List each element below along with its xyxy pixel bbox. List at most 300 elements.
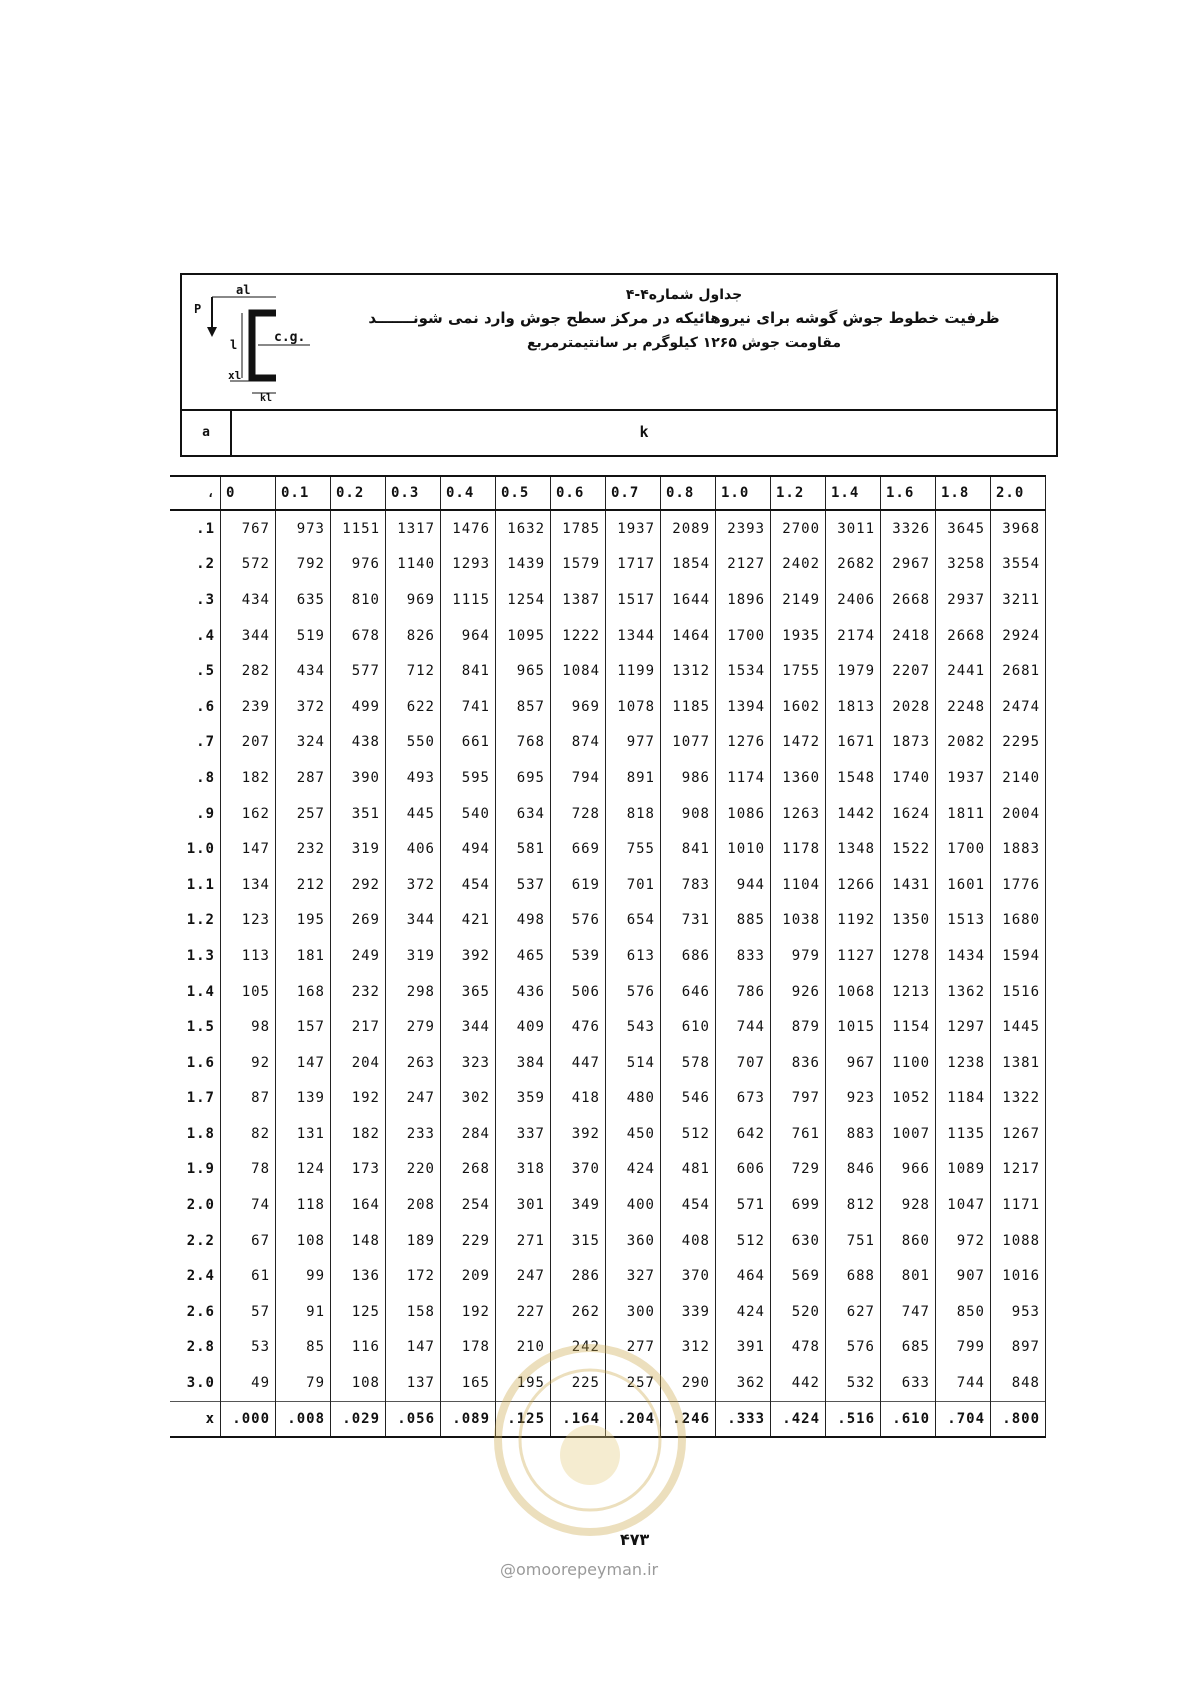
capacity-cell: 546	[661, 1081, 716, 1117]
capacity-cell: 1267	[991, 1116, 1046, 1152]
table-row	[170, 867, 1046, 903]
capacity-cell: 480	[606, 1081, 661, 1117]
table-subtitle: مقاومت جوش ۱۲۶۵ کیلوگرم بر سانتیمترمربع	[526, 335, 842, 351]
capacity-cell: 1937	[606, 510, 661, 547]
capacity-cell: 1522	[881, 831, 936, 867]
capacity-cell: 846	[826, 1152, 881, 1188]
capacity-cell: 1217	[991, 1152, 1046, 1188]
capacity-cell: 2127	[716, 547, 771, 583]
capacity-cell: 812	[826, 1187, 881, 1223]
capacity-cell: 1979	[826, 653, 881, 689]
k-header-cell: 1.2	[771, 476, 826, 510]
capacity-cell: 569	[771, 1258, 826, 1294]
k-header-cell: 1.4	[826, 476, 881, 510]
capacity-cell: 195	[276, 903, 331, 939]
a-value-cell: 2.8	[170, 1330, 221, 1366]
capacity-cell: 178	[441, 1330, 496, 1366]
capacity-cell: 319	[386, 938, 441, 974]
capacity-cell: 972	[936, 1223, 991, 1259]
capacity-cell: 1135	[936, 1116, 991, 1152]
k-header-cell: 1.8	[936, 476, 991, 510]
capacity-cell: 78	[221, 1152, 276, 1188]
capacity-cell: 744	[716, 1009, 771, 1045]
capacity-cell: 818	[606, 796, 661, 832]
capacity-cell: 907	[936, 1258, 991, 1294]
capacity-cell: 857	[496, 689, 551, 725]
capacity-cell: 578	[661, 1045, 716, 1081]
x-row	[170, 1401, 1046, 1437]
capacity-cell: 1434	[936, 938, 991, 974]
capacity-cell: 695	[496, 760, 551, 796]
capacity-cell: 642	[716, 1116, 771, 1152]
capacity-cell: 3326	[881, 510, 936, 547]
x-value-cell: .008	[276, 1401, 331, 1437]
capacity-cell: 134	[221, 867, 276, 903]
capacity-cell: 1813	[826, 689, 881, 725]
capacity-cell: 768	[496, 725, 551, 761]
capacity-cell: 973	[276, 510, 331, 547]
capacity-cell: 108	[276, 1223, 331, 1259]
capacity-cell: 57	[221, 1294, 276, 1330]
capacity-cell: 1624	[881, 796, 936, 832]
table-row	[170, 510, 1046, 547]
capacity-cell: 249	[331, 938, 386, 974]
capacity-cell: 108	[331, 1365, 386, 1401]
capacity-cell: 392	[551, 1116, 606, 1152]
a-value-cell: 1.6	[170, 1045, 221, 1081]
capacity-cell: 434	[221, 582, 276, 618]
a-value-cell: .2	[170, 547, 221, 583]
capacity-cell: 512	[716, 1223, 771, 1259]
capacity-cell: 581	[496, 831, 551, 867]
capacity-cell: 728	[551, 796, 606, 832]
capacity-cell: 1387	[551, 582, 606, 618]
capacity-cell: 227	[496, 1294, 551, 1330]
k-header-cell: 0	[221, 476, 276, 510]
capacity-cell: 372	[386, 867, 441, 903]
capacity-cell: 2681	[991, 653, 1046, 689]
capacity-cell: 204	[331, 1045, 386, 1081]
k-header-cell: 1.6	[881, 476, 936, 510]
capacity-cell: 1278	[881, 938, 936, 974]
capacity-cell: 182	[331, 1116, 386, 1152]
capacity-cell: 979	[771, 938, 826, 974]
table-row	[170, 547, 1046, 583]
capacity-cell: 232	[276, 831, 331, 867]
page-number: ۴۷۳	[620, 1530, 650, 1549]
a-value-cell: .5	[170, 653, 221, 689]
capacity-cell: 3554	[991, 547, 1046, 583]
capacity-cell: 874	[551, 725, 606, 761]
capacity-cell: 606	[716, 1152, 771, 1188]
capacity-cell: 1015	[826, 1009, 881, 1045]
capacity-cell: 969	[386, 582, 441, 618]
capacity-cell: 1439	[496, 547, 551, 583]
capacity-cell: 1312	[661, 653, 716, 689]
capacity-cell: 1127	[826, 938, 881, 974]
k-header-cell: 2.0	[991, 476, 1046, 510]
capacity-cell: 351	[331, 796, 386, 832]
capacity-cell: 409	[496, 1009, 551, 1045]
capacity-cell: 1579	[551, 547, 606, 583]
a-value-cell: 2.0	[170, 1187, 221, 1223]
capacity-cell: 2004	[991, 796, 1046, 832]
table-row	[170, 1187, 1046, 1223]
weld-diagram	[190, 283, 320, 403]
capacity-cell: 1047	[936, 1187, 991, 1223]
capacity-cell: 1254	[496, 582, 551, 618]
capacity-cell: 384	[496, 1045, 551, 1081]
capacity-cell: 220	[386, 1152, 441, 1188]
capacity-cell: 232	[331, 974, 386, 1010]
a-value-cell: 2.2	[170, 1223, 221, 1259]
capacity-cell: 370	[551, 1152, 606, 1188]
a-value-cell: .6	[170, 689, 221, 725]
capacity-cell: 520	[771, 1294, 826, 1330]
capacity-cell: 1442	[826, 796, 881, 832]
capacity-cell: 162	[221, 796, 276, 832]
capacity-cell: 1238	[936, 1045, 991, 1081]
capacity-cell: 1740	[881, 760, 936, 796]
capacity-cell: 3258	[936, 547, 991, 583]
capacity-cell: 1078	[606, 689, 661, 725]
table-row	[170, 974, 1046, 1010]
capacity-cell: 1644	[661, 582, 716, 618]
k-header-cell: 0.2	[331, 476, 386, 510]
capacity-cell: 438	[331, 725, 386, 761]
capacity-cell: 622	[386, 689, 441, 725]
capacity-cell: 390	[331, 760, 386, 796]
a-value-cell: .1	[170, 510, 221, 547]
capacity-cell: 755	[606, 831, 661, 867]
a-value-cell: .9	[170, 796, 221, 832]
a-value-cell: 2.4	[170, 1258, 221, 1294]
label-p: P	[194, 302, 202, 316]
capacity-cell: 92	[221, 1045, 276, 1081]
capacity-cell: 168	[276, 974, 331, 1010]
capacity-cell: 324	[276, 725, 331, 761]
capacity-cell: 595	[441, 760, 496, 796]
capacity-cell: 257	[276, 796, 331, 832]
capacity-cell: 537	[496, 867, 551, 903]
capacity-cell: 879	[771, 1009, 826, 1045]
capacity-cell: 319	[331, 831, 386, 867]
capacity-cell: 359	[496, 1081, 551, 1117]
capacity-cell: 1068	[826, 974, 881, 1010]
table-row	[170, 1223, 1046, 1259]
capacity-cell: 1594	[991, 938, 1046, 974]
table-row	[170, 1081, 1046, 1117]
capacity-cell: 761	[771, 1116, 826, 1152]
a-value-cell: 1.4	[170, 974, 221, 1010]
capacity-cell: 1360	[771, 760, 826, 796]
x-value-cell: .204	[606, 1401, 661, 1437]
capacity-cell: 1394	[716, 689, 771, 725]
capacity-cell: 860	[881, 1223, 936, 1259]
capacity-cell: 1213	[881, 974, 936, 1010]
capacity-cell: 269	[331, 903, 386, 939]
capacity-cell: 192	[441, 1294, 496, 1330]
capacity-cell: 67	[221, 1223, 276, 1259]
k-header-cell: 1.0	[716, 476, 771, 510]
capacity-cell: 300	[606, 1294, 661, 1330]
capacity-cell: 532	[826, 1365, 881, 1401]
capacity-cell: 277	[606, 1330, 661, 1366]
capacity-cell: 1276	[716, 725, 771, 761]
capacity-cell: 118	[276, 1187, 331, 1223]
capacity-cell: 786	[716, 974, 771, 1010]
capacity-cell: 286	[551, 1258, 606, 1294]
capacity-cell: 344	[386, 903, 441, 939]
capacity-cell: 337	[496, 1116, 551, 1152]
capacity-cell: 1632	[496, 510, 551, 547]
capacity-cell: 454	[661, 1187, 716, 1223]
capacity-cell: 1516	[991, 974, 1046, 1010]
capacity-cell: 1266	[826, 867, 881, 903]
capacity-cell: 391	[716, 1330, 771, 1366]
capacity-cell: 2924	[991, 618, 1046, 654]
capacity-cell: 841	[441, 653, 496, 689]
table-row	[170, 1294, 1046, 1330]
capacity-cell: 731	[661, 903, 716, 939]
capacity-cell: 279	[386, 1009, 441, 1045]
a-value-cell: .4	[170, 618, 221, 654]
capacity-cell: 74	[221, 1187, 276, 1223]
capacity-cell: 465	[496, 938, 551, 974]
a-value-cell: 3.0	[170, 1365, 221, 1401]
a-value-cell: 2.6	[170, 1294, 221, 1330]
label-l: l	[230, 338, 238, 352]
capacity-cell: 577	[331, 653, 386, 689]
capacity-cell: 247	[496, 1258, 551, 1294]
capacity-cell: 290	[661, 1365, 716, 1401]
capacity-cell: 418	[551, 1081, 606, 1117]
table-row	[170, 1330, 1046, 1366]
x-value-cell: .000	[221, 1401, 276, 1437]
capacity-cell: 282	[221, 653, 276, 689]
capacity-cell: 1344	[606, 618, 661, 654]
capacity-cell: 799	[936, 1330, 991, 1366]
capacity-cell: 1007	[881, 1116, 936, 1152]
capacity-cell: 327	[606, 1258, 661, 1294]
watermark-text: @omoorepeyman.ir	[500, 1560, 659, 1579]
capacity-cell: 247	[386, 1081, 441, 1117]
capacity-cell: 182	[221, 760, 276, 796]
table-number: جداول شماره۴-۴	[625, 287, 743, 303]
capacity-cell: 3968	[991, 510, 1046, 547]
capacity-cell: 1601	[936, 867, 991, 903]
capacity-cell: 392	[441, 938, 496, 974]
capacity-cell: 271	[496, 1223, 551, 1259]
capacity-cell: 850	[936, 1294, 991, 1330]
capacity-cell: 1095	[496, 618, 551, 654]
x-label-cell: x	[170, 1401, 221, 1437]
capacity-cell: 225	[551, 1365, 606, 1401]
capacity-cell: 2089	[661, 510, 716, 547]
table-row	[170, 618, 1046, 654]
capacity-cell: 747	[881, 1294, 936, 1330]
table-row	[170, 1116, 1046, 1152]
capacity-cell: 986	[661, 760, 716, 796]
capacity-cell: 229	[441, 1223, 496, 1259]
capacity-cell: 318	[496, 1152, 551, 1188]
capacity-cell: 454	[441, 867, 496, 903]
capacity-cell: 1199	[606, 653, 661, 689]
capacity-cell: 661	[441, 725, 496, 761]
x-value-cell: .516	[826, 1401, 881, 1437]
capacity-cell: 1755	[771, 653, 826, 689]
capacity-cell: 571	[716, 1187, 771, 1223]
capacity-cell: 239	[221, 689, 276, 725]
capacity-cell: 315	[551, 1223, 606, 1259]
capacity-cell: 131	[276, 1116, 331, 1152]
a-value-cell: 1.1	[170, 867, 221, 903]
k-header-cell: 0.8	[661, 476, 716, 510]
capacity-cell: 826	[386, 618, 441, 654]
capacity-cell: 87	[221, 1081, 276, 1117]
capacity-cell: 908	[661, 796, 716, 832]
capacity-cell: 729	[771, 1152, 826, 1188]
capacity-cell: 464	[716, 1258, 771, 1294]
x-value-cell: .610	[881, 1401, 936, 1437]
capacity-cell: 139	[276, 1081, 331, 1117]
capacity-cell: 741	[441, 689, 496, 725]
x-value-cell: .246	[661, 1401, 716, 1437]
capacity-cell: 157	[276, 1009, 331, 1045]
capacity-cell: 1088	[991, 1223, 1046, 1259]
capacity-cell: 173	[331, 1152, 386, 1188]
capacity-cell: 312	[661, 1330, 716, 1366]
capacity-cell: 257	[606, 1365, 661, 1401]
capacity-cell: 897	[991, 1330, 1046, 1366]
capacity-cell: 1140	[386, 547, 441, 583]
capacity-cell: 424	[716, 1294, 771, 1330]
a-value-cell: 1.2	[170, 903, 221, 939]
capacity-cell: 634	[496, 796, 551, 832]
capacity-cell: 977	[606, 725, 661, 761]
capacity-cell: 801	[881, 1258, 936, 1294]
capacity-cell: 301	[496, 1187, 551, 1223]
corner-cell: ،	[170, 476, 221, 510]
capacity-cell: 1431	[881, 867, 936, 903]
capacity-cell: 2474	[991, 689, 1046, 725]
capacity-cell: 125	[331, 1294, 386, 1330]
capacity-cell: 833	[716, 938, 771, 974]
a-value-cell: 1.9	[170, 1152, 221, 1188]
capacity-cell: 2140	[991, 760, 1046, 796]
capacity-cell: 476	[551, 1009, 606, 1045]
x-value-cell: .704	[936, 1401, 991, 1437]
capacity-cell: 1445	[991, 1009, 1046, 1045]
capacity-cell: 82	[221, 1116, 276, 1152]
capacity-cell: 192	[331, 1081, 386, 1117]
capacity-cell: 744	[936, 1365, 991, 1401]
a-value-cell: .8	[170, 760, 221, 796]
capacity-cell: 1084	[551, 653, 606, 689]
capacity-cell: 1476	[441, 510, 496, 547]
table-row	[170, 1152, 1046, 1188]
capacity-cell: 61	[221, 1258, 276, 1294]
capacity-cell: 576	[551, 903, 606, 939]
capacity-cell: 1010	[716, 831, 771, 867]
capacity-cell: 1896	[716, 582, 771, 618]
capacity-cell: 2700	[771, 510, 826, 547]
capacity-cell: 1263	[771, 796, 826, 832]
capacity-cell: 1192	[826, 903, 881, 939]
capacity-cell: 678	[331, 618, 386, 654]
capacity-cell: 512	[661, 1116, 716, 1152]
table-row	[170, 1258, 1046, 1294]
capacity-cell: 2207	[881, 653, 936, 689]
a-label: a	[182, 409, 232, 455]
capacity-cell: 1115	[441, 582, 496, 618]
capacity-cell: 494	[441, 831, 496, 867]
capacity-cell: 1104	[771, 867, 826, 903]
capacity-cell: 792	[276, 547, 331, 583]
capacity-cell: 284	[441, 1116, 496, 1152]
capacity-cell: 91	[276, 1294, 331, 1330]
title-block	[352, 287, 1016, 351]
a-value-cell: 1.5	[170, 1009, 221, 1045]
x-value-cell: .164	[551, 1401, 606, 1437]
table-row	[170, 582, 1046, 618]
capacity-cell: 116	[331, 1330, 386, 1366]
capacity-cell: 2967	[881, 547, 936, 583]
capacity-cell: 1038	[771, 903, 826, 939]
weld-capacity-table	[170, 475, 1046, 1438]
table-row	[170, 903, 1046, 939]
capacity-cell: 1513	[936, 903, 991, 939]
capacity-cell: 436	[496, 974, 551, 1010]
capacity-cell: 298	[386, 974, 441, 1010]
capacity-cell: 953	[991, 1294, 1046, 1330]
capacity-cell: 2682	[826, 547, 881, 583]
capacity-cell: 841	[661, 831, 716, 867]
capacity-cell: 1785	[551, 510, 606, 547]
capacity-cell: 627	[826, 1294, 881, 1330]
capacity-cell: 1185	[661, 689, 716, 725]
capacity-cell: 712	[386, 653, 441, 689]
capacity-cell: 98	[221, 1009, 276, 1045]
k-header-cell: 0.1	[276, 476, 331, 510]
capacity-cell: 630	[771, 1223, 826, 1259]
capacity-cell: 1717	[606, 547, 661, 583]
table-row	[170, 689, 1046, 725]
capacity-cell: 447	[551, 1045, 606, 1081]
k-header-cell: 0.5	[496, 476, 551, 510]
capacity-cell: 434	[276, 653, 331, 689]
k-header-cell: 0.6	[551, 476, 606, 510]
capacity-cell: 1154	[881, 1009, 936, 1045]
capacity-cell: 481	[661, 1152, 716, 1188]
capacity-cell: 3011	[826, 510, 881, 547]
x-value-cell: .089	[441, 1401, 496, 1437]
capacity-cell: 323	[441, 1045, 496, 1081]
x-value-cell: .333	[716, 1401, 771, 1437]
capacity-cell: 633	[881, 1365, 936, 1401]
table-row	[170, 725, 1046, 761]
x-value-cell: .800	[991, 1401, 1046, 1437]
capacity-cell: 292	[331, 867, 386, 903]
capacity-cell: 408	[661, 1223, 716, 1259]
capacity-cell: 148	[331, 1223, 386, 1259]
capacity-cell: 540	[441, 796, 496, 832]
x-value-cell: .056	[386, 1401, 441, 1437]
capacity-cell: 1171	[991, 1187, 1046, 1223]
capacity-cell: 212	[276, 867, 331, 903]
capacity-cell: 207	[221, 725, 276, 761]
capacity-cell: 53	[221, 1330, 276, 1366]
